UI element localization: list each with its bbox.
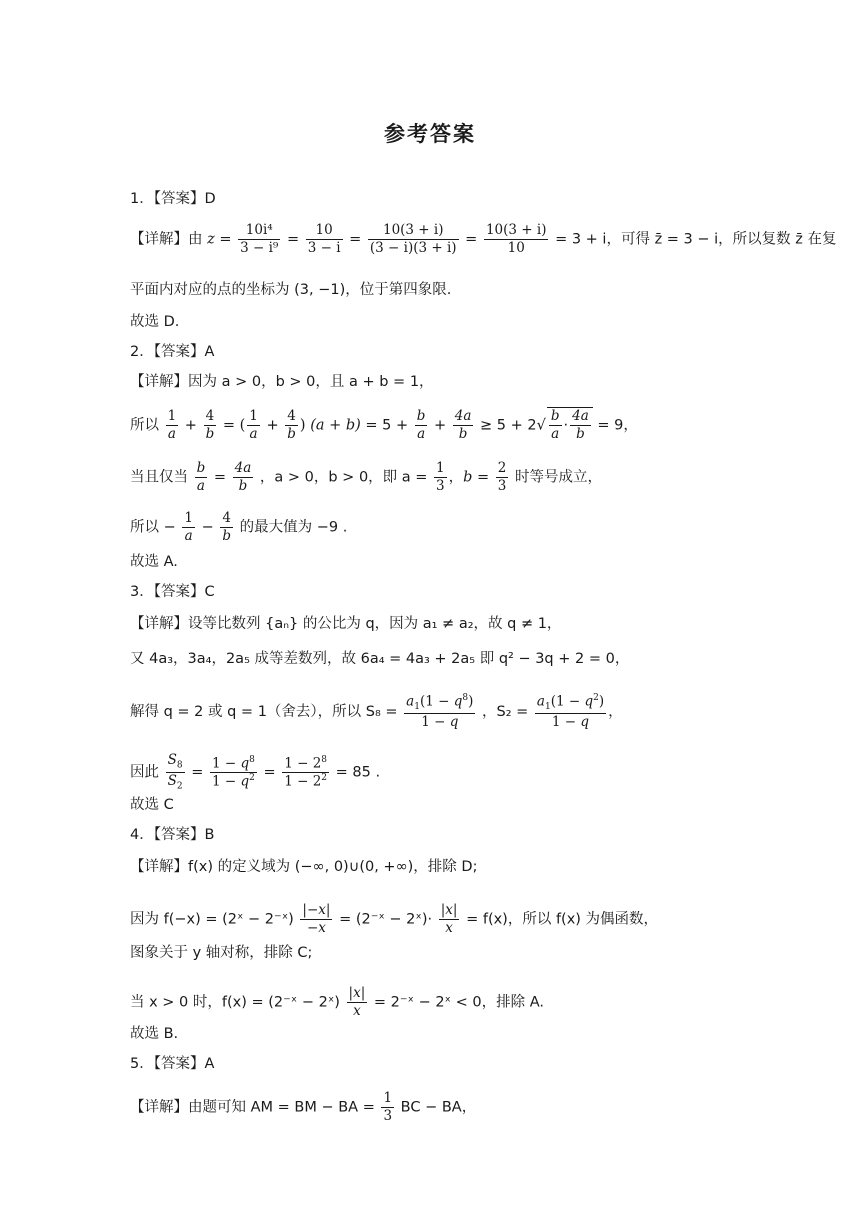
- q4-line2-tail: = f(x)，所以 f(x) 为偶函数，: [466, 911, 659, 928]
- q1-answer: 1．【答案】D: [130, 191, 216, 207]
- page-title: 参考答案: [384, 122, 476, 146]
- q3-line4-tail: = 85 .: [335, 764, 381, 781]
- q4-line2-prefix: 因为 f(−x) = (2ˣ − 2⁻ˣ): [130, 911, 294, 928]
- q1-detail-result: = 3 + i，可得 z̄ = 3 − i，所以复数 z̄ 在复: [555, 231, 837, 248]
- q2-line2-tail: = 9，: [597, 417, 638, 434]
- q5-line1: 【详解】由题可知 AM = BM − BA = $\frac{1}{3}$ BC − BA，: [130, 1090, 477, 1124]
- q4-line4-tail: = 2⁻ˣ − 2ˣ < 0，排除 A.: [373, 994, 544, 1011]
- q4-line2-mid: = (2⁻ˣ − 2ˣ)·: [339, 911, 433, 928]
- q2-answer: 2．【答案】A: [130, 344, 215, 360]
- q4-line4-prefix: 当 x > 0 时，f(x) = (2⁻ˣ − 2ˣ): [130, 994, 340, 1011]
- q2-line4: 所以 − $\frac{1}{a}$ − $\frac{4}{b}$ 的最大值为 −9 .: [130, 510, 348, 544]
- q1-fraction-1: [238, 222, 280, 257]
- q4-answer: 4．【答案】B: [130, 827, 215, 843]
- q1-frac3-den: (3 − i)(3 + i): [369, 239, 457, 256]
- q3-line1: 【详解】设等比数列 {aₙ} 的公比为 q，因为 a₁ ≠ a₂，故 q ≠ 1，: [130, 616, 562, 632]
- q3-line4: 因此 $\frac{S_8}{S_2}$ = $\frac{1 - q^8}{1 - q^2}$ = $\frac{1 - 2^8}{1 - 2^2}$ = 85 .: [130, 752, 381, 792]
- q2-line3-end: 时等号成立，: [515, 469, 602, 486]
- q1-conclusion: 故选 D.: [130, 314, 180, 330]
- q4-conclusion: 故选 B.: [130, 1026, 179, 1042]
- q2-line4-prefix: 所以 −: [130, 519, 176, 536]
- q1-line2: 平面内对应的点的坐标为 (3, −1)，位于第四象限.: [130, 282, 452, 298]
- q3-line3: 解得 q = 2 或 q = 1（舍去），所以 S₈ = $\frac{a_1(1 - q^8)}{1 - q}$ ，S₂ = $\frac{a_1(1 - q^2)}{1 - q}$ ，: [130, 693, 623, 731]
- q4-line3: 图象关于 y 轴对称，排除 C;: [130, 945, 313, 961]
- q4-line1: 【详解】f(x) 的定义域为 (−∞, 0)∪(0, +∞)，排除 D;: [130, 859, 478, 875]
- q1-frac1-den: 3 − i⁹: [240, 239, 279, 256]
- q2-line3-prefix: 当且仅当: [130, 469, 188, 486]
- q2-line3-tail: ，a > 0，b > 0，即 a =: [259, 469, 428, 486]
- q2-line1: 【详解】因为 a > 0，b > 0，且 a + b = 1，: [130, 374, 434, 390]
- q2-line2: 所以 $\frac{1}{a}$ + $\frac{4}{b}$ = ( $\frac{1}{a}$ + $\frac{4}{b}$ ) (a + b) = 5 + $\frac{b}{a}$ + $\frac{4a}{b}$ ≥ 5 + 2√ $\frac{b}{a}$ · $\frac{4a}{b}$ = 9，: [130, 408, 638, 442]
- q3-answer: 3．【答案】C: [130, 584, 215, 600]
- q1-frac1-num: 10i⁴: [238, 222, 280, 240]
- q2-line3: 当且仅当 $\frac{b}{a}$ = $\frac{4a}{b}$ ，a > 0，b > 0，即 a = $\frac{1}{3}$ ，b = $\frac{2}{3}$ 时等号成立，: [130, 460, 602, 494]
- q1-fraction-2: [306, 222, 343, 257]
- q1-frac3-num: 10(3 + i): [368, 222, 459, 240]
- q1-frac4-num: 10(3 + i): [485, 222, 547, 238]
- q3-line4-prefix: 因此: [130, 764, 159, 781]
- q4-line4: 当 x > 0 时，f(x) = (2⁻ˣ − 2ˣ) $\frac{|x|}{x}$ = 2⁻ˣ − 2ˣ < 0，排除 A.: [130, 985, 544, 1019]
- q3-line3-prefix: 解得 q = 2 或 q = 1（舍去），所以 S₈ =: [130, 704, 398, 721]
- q3-conclusion: 故选 C: [130, 797, 174, 813]
- q3-line2: 又 4a₃，3a₄，2a₅ 成等差数列，故 6a₄ = 4a₃ + 2a₅ 即 q² − 3q + 2 = 0，: [130, 651, 630, 667]
- q1-fraction-3: [368, 222, 459, 257]
- q5-line1-prefix: 【详解】由题可知 AM = BM − BA =: [130, 1099, 375, 1116]
- q1-frac4-den: 10: [507, 239, 525, 256]
- q3-line3-mid: ，S₂ =: [482, 704, 529, 721]
- q4-line2: 因为 f(−x) = (2ˣ − 2⁻ˣ) $\frac{|-x|}{-x}$ = (2⁻ˣ − 2ˣ)· $\frac{|x|}{x}$ = f(x)，所以 f(x) 为偶函数，: [130, 902, 659, 936]
- q1-detail-intro: 【详解】由: [130, 231, 203, 248]
- q2-conclusion: 故选 A.: [130, 554, 178, 570]
- q1-frac2-num: 10: [306, 222, 343, 240]
- q5-line1-tail: BC − BA，: [400, 1099, 477, 1116]
- q2-line4-tail: 的最大值为 −9 .: [239, 519, 348, 536]
- q1-frac2-den: 3 − i: [307, 239, 341, 256]
- q1-fraction-4: [484, 222, 549, 257]
- q1-detail-line: 【详解】由 z = $\frac{\text{10i⁴}}{\text{3 − i⁹}}$ = $\frac{10}{3 - i}$ = $\frac{10(3 + i)}{(3 - i)(3 + i)}$ = $\frac{10(3 + i)}{10}$ = 3 + i，可得 z̄ = 3 − i，所以复数 z̄ 在复: [130, 222, 837, 256]
- q2-line2-prefix: 所以: [130, 417, 159, 434]
- q5-answer: 5．【答案】A: [130, 1056, 215, 1072]
